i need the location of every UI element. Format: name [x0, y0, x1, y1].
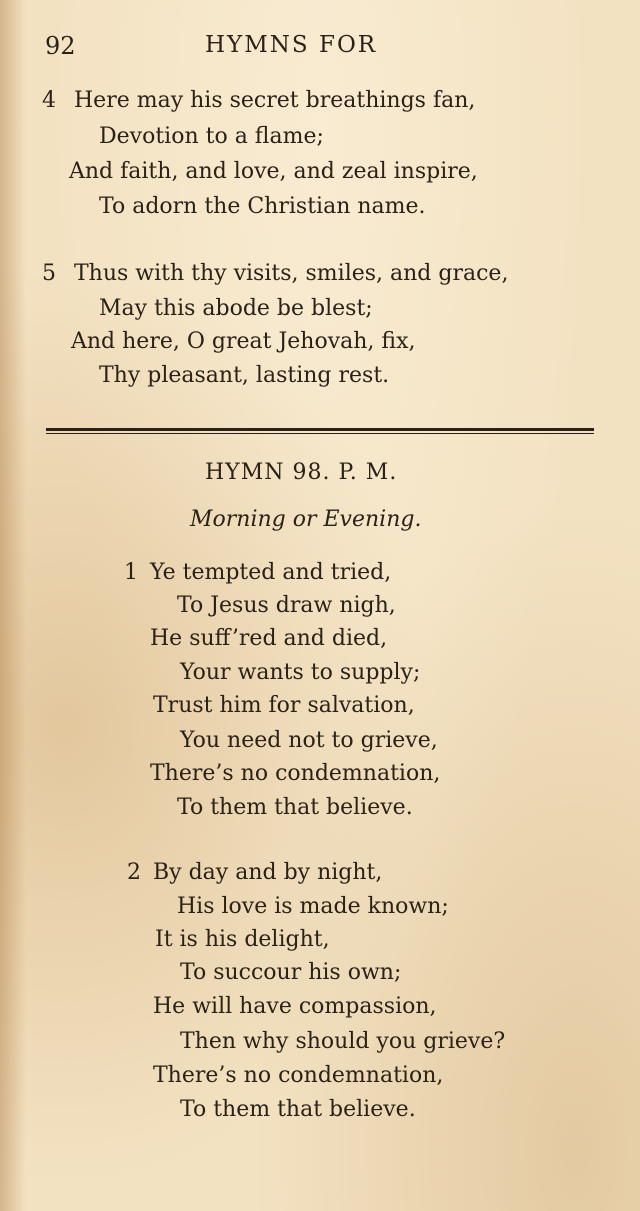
page-number: 92: [45, 32, 76, 60]
verse-line: Your wants to supply;: [180, 660, 421, 685]
stanza-number: 2: [127, 860, 141, 885]
verse-line: Here may his secret breathings fan,: [74, 88, 476, 113]
verse-line: You need not to grieve,: [180, 728, 438, 753]
verse-line: Devotion to a flame;: [99, 124, 324, 149]
verse-line: He will have compassion,: [153, 994, 437, 1019]
hymn-title: HYMN 98. P. M.: [205, 460, 398, 485]
verse-line: It is his delight,: [155, 927, 330, 952]
verse-line: And faith, and love, and zeal inspire,: [69, 159, 478, 184]
page-header: [0, 32, 640, 68]
verse-line: His love is made known;: [177, 894, 449, 919]
verse-line: To them that believe.: [177, 795, 413, 820]
running-head: HYMNS FOR: [205, 32, 378, 58]
verse-line: To succour his own;: [180, 960, 402, 985]
stanza-number: 5: [42, 261, 56, 286]
stanza-number: 4: [42, 88, 56, 113]
verse-line: Trust him for salvation,: [153, 693, 415, 718]
verse-line: Thy pleasant, lasting rest.: [99, 363, 390, 388]
verse-line: There’s no condemnation,: [153, 1063, 444, 1088]
verse-line: May this abode be blest;: [99, 296, 373, 321]
verse-line: Ye tempted and tried,: [150, 560, 392, 585]
verse-line: And here, O great Jehovah, fix,: [71, 329, 416, 354]
verse-line: He suff’red and died,: [150, 626, 388, 651]
verse-line: Thus with thy visits, smiles, and grace,: [74, 261, 509, 286]
verse-line: There’s no condemnation,: [150, 761, 441, 786]
verse-line: Then why should you grieve?: [180, 1029, 506, 1054]
section-divider: [46, 428, 594, 434]
hymn-subtitle: Morning or Evening.: [190, 507, 422, 532]
verse-line: To adorn the Christian name.: [99, 194, 426, 219]
page-edge-stain: [0, 0, 26, 1211]
verse-line: To Jesus draw nigh,: [177, 593, 396, 618]
stanza-number: 1: [124, 560, 138, 585]
verse-line: By day and by night,: [153, 860, 383, 885]
verse-line: To them that believe.: [180, 1097, 416, 1122]
